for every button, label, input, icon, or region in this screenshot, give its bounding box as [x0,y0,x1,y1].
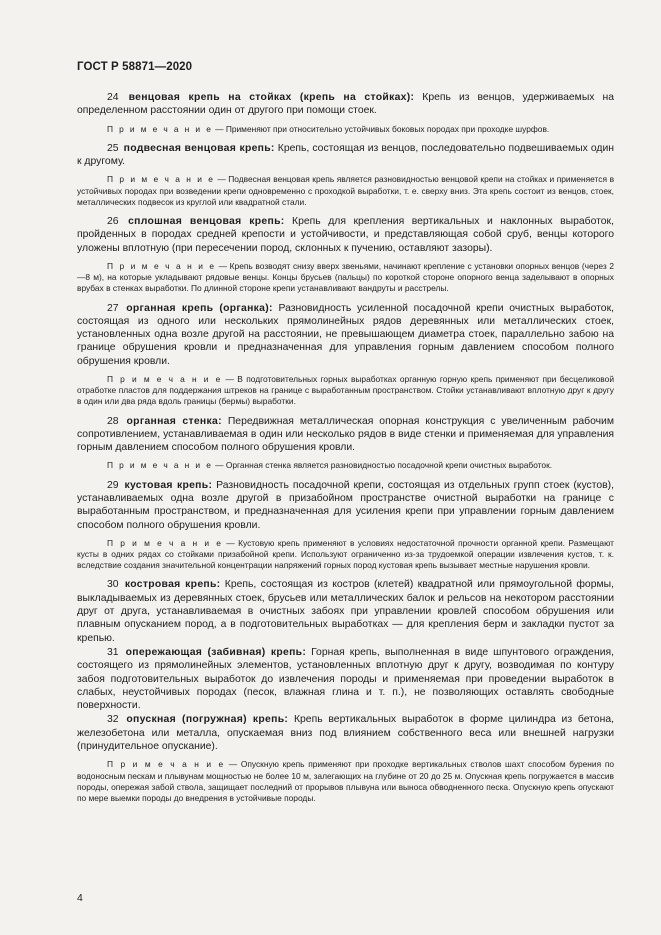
note-label: П р и м е ч а н и е [107,759,226,770]
term-name: опускная (погружная) крепь: [126,714,289,726]
note-text: Опускную крепь применяют при проходке вертикальных стволов шахт способом бурения по водоносным пескам и плывунам мощностью не более 10 м, залегающих на глубине от 20 до 25 м. Опускная крепь погружается в массив породы, опережая забой ствола, защищает последний от прорывов плывуна или выноса обводненного песка. Опускную крепь опускают по мере выемки породы до внедрения в устойчивые породы. [77,759,615,803]
note-label: П р и м е ч а н и е [107,460,213,471]
note-text: Органная стенка является разновидностью посадочной крепи очистных выработок. [225,460,553,471]
note-label: П р и м е ч а н и е [107,537,223,548]
term-number: 24 [107,92,119,103]
standard-header: ГОСТ Р 58871—2020 [77,61,193,73]
note-text: Кустовую крепь применяют в условиях недостаточной прочности органной крепи. Размещают кусты в одних рядах со стойками призабойной крепи. Используют ограниченно из-за трудоемкой операции извлечения кустов, т. к. вследствие создания значительной концентрации напряжений горных пород кустовая крепь вызывает местные нарушения кровли. [77,537,615,571]
note-24: П р и м е ч а н и е — Применяют при относительно устойчивых боковых породах при проходке шурфов. [107,123,550,134]
note-28: П р и м е ч а н и е — Органная стенка является разновидностью посадочной крепи очистных выработок. [107,460,553,471]
note-29: П р и м е ч а н и е — Кустовую крепь применяют в условиях недостаточной прочности органной крепи. Размещают кусты в одних рядах со стойками призабойной крепи. Используют ограниченно из-за трудоемкой операции извлечения кустов, т. к. вследствие создания значительной концентрации напряжений горных пород кустовая крепь вызывает местные нарушения кровли. [77,537,615,571]
term-number: 31 [107,646,119,658]
note-text: Подвесная венцовая крепь является разновидностью венцовой крепи на стойках и применяется в устойчивых породах при возведении крепи одновременно с проходкой выработки, т. е. сверху вниз. Эта крепь состоит из венцов, стоек, металлических подвесок из круглой или квадратной стали. [77,174,615,207]
term-30 [77,578,614,644]
term-number: 27 [107,302,119,314]
note-26: П р и м е ч а н и е — Крепь возводят снизу вверх звеньями, начинают крепление с установки опорных венцов (через 2—8 м), на которые укладывают рядовые венцы. Концы брусьев (пальцы) по короткой стороне опорного венца заделывают в опорных врубах в стенках выработки. По длинной стороне крепи устанавливают вандруты и расстрелы. [77,260,615,294]
term-number: 28 [107,415,119,427]
term-29 [77,479,614,532]
note-label: П р и м е ч а н и е [107,260,216,271]
term-31 [77,646,614,712]
term-name: сплошная венцовая крепь: [128,216,285,227]
note-text: В подготовительных горных выработках органную горную крепь применяют при бесцеликовой отработке пластов для поддержания штреков на границе с выработанным пространством. Стойки устанавливают вплотную друг к другу в один или два ряда вдоль границы (бермы) выработки. [77,373,614,407]
term-32 [77,713,614,753]
term-definition: Разновидность посадочной крепи, состоящая из отдельных групп стоек (кустов), устанавливаемых одна возле другой в призабойном пространстве очистной выработки на границе с выработанным пространством, и предназначенная для усиления крепи при управлении горным давлением способом полного обрушения кровли. [77,479,615,531]
page-number: 4 [77,893,83,904]
term-name: кустовая крепь: [124,479,213,491]
term-25 [77,142,614,169]
term-name: костровая крепь: [124,579,221,591]
note-25: П р и м е ч а н и е — Подвесная венцовая крепь является разновидностью венцовой крепи на стойках и применяется в устойчивых породах при возведении крепи одновременно с проходкой выработки, т. е. сверху вниз. Эта крепь состоит из венцов, стоек, металлических подвесок из круглой или квадратной стали. [77,174,615,207]
note-label: П р и м е ч а н и е [107,174,215,185]
term-26 [77,215,614,255]
term-definition: Разновидность усиленной посадочной крепи очистных выработок, состоящая из одного или нескольких прямолинейных рядов деревянных или металлических стоек, установленных одна возле другой на расстоянии, не превышающем диаметра стоек, параллельно забою на границе обрушения кровли и предназначенная для управления горным давлением способом полного обрушения кровли. [77,302,615,367]
note-label: П р и м е ч а н и е [107,123,213,134]
term-definition: Крепь, состоящая из венцов, последовательно подвешиваемых один к другому. [77,142,615,168]
term-number: 30 [107,579,119,591]
note-label: П р и м е ч а н и е [107,373,223,384]
note-32: П р и м е ч а н и е — Опускную крепь применяют при проходке вертикальных стволов шахт способом бурения по водоносным пескам и плывунам мощностью не более 10 м, залегающих на глубине от 20 до 25 м. Опускная крепь погружается в массив породы, опережая забой ствола, защищает последний от прорывов плывуна или выноса обводненного песка. Опускную крепь опускают по мере выемки породы до внедрения в устойчивые породы. [77,759,615,803]
note-27: П р и м е ч а н и е — В подготовительных горных выработках органную горную крепь применяют при бесцеликовой отработке пластов для поддержания штреков на границе с выработанным пространством. Стойки устанавливают вплотную друг к другу в один или два ряда вдоль границы (бермы) выработки. [77,373,614,407]
term-name: органная крепь (органка): [126,302,273,314]
term-number: 29 [107,479,119,491]
term-definition: Передвижная металлическая опорная конструкция с увеличенным рабочим сопротивлением, устанавливаемая в один или несколько рядов в виде стенки и применяемая для управления горным давлением способом полного обрушения кровли. [77,415,614,454]
term-name: венцовая крепь на стойках (крепь на стойках): [128,92,415,103]
term-definition: Горная крепь, выполненная в виде шпунтового ограждения, состоящего из прямолинейных элементов, установленных вплотную друг к другу, возводимая по контуру забоя подготовительных выработок до извлечения породы и применяемая при проведении выработок в слабых, неустойчивых породах (песок, влажная глина и т. п.), не позволяющих оставлять свободные поверхности. [77,646,615,712]
term-name: подвесная венцовая крепь: [123,142,275,154]
term-definition: Крепь, состоящая из костров (клетей) квадратной или прямоугольной формы, выкладываемых из деревянных стоек, брусьев или металлических балок и рельсов на некотором расстоянии друг от друга, устанавливаемая в очистных забоях при управлении кровлей способом обрушения или плавным опусканием пород, а в подготовительных выработках — для крепления берм и закладки пустот за крепью. [77,579,614,644]
terms-list [77,91,614,804]
term-definition: Крепь вертикальных выработок в форме цилиндра из бетона, железобетона или металла, опускаемая вниз под влиянием собственного веса или внешней нагрузки (принудительное опускание). [77,714,614,753]
term-definition: Крепь из венцов, удерживаемых на определенном расстоянии один от другого при помощи стоек. [77,92,615,117]
note-text: Применяют при относительно устойчивых боковых породах при проходке шурфов. [225,123,550,134]
term-number: 26 [107,216,119,227]
term-number: 25 [107,142,119,154]
note-text: Крепь возводят снизу вверх звеньями, начинают крепление с установки опорных венцов (через 2—8 м), на которые укладывают рядовые венцы. Концы брусьев (пальцы) по короткой стороне опорного венца заделывают в опорных врубах в стенках выработки. По длинной стороне крепи устанавливают вандруты и расстрелы. [77,260,615,294]
term-name: органная стенка: [126,415,222,427]
term-24 [77,91,614,118]
term-definition: Крепь для крепления вертикальных и наклонных выработок, пройденных в породах средней крепости и устойчивости, и представляющая собой сруб, венцы которого уложены вплотную (при пересечении пород, склонных к пучению, оставляют зазоры). [77,216,614,254]
term-name: опережающая (забивная) крепь: [125,646,307,658]
term-27 [77,302,614,368]
term-28 [77,415,614,455]
term-number: 32 [107,714,119,726]
